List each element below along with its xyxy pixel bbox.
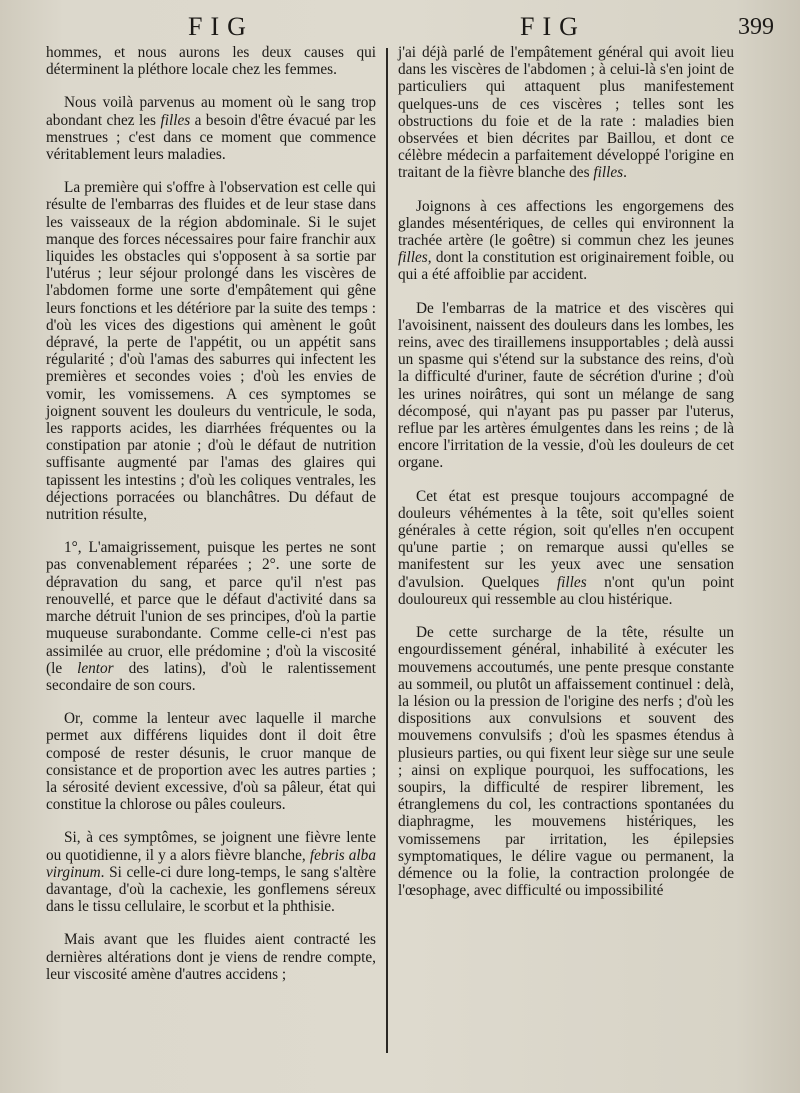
paragraph: hommes, et nous aurons les deux causes qui déterminent la pléthore locale chez les femmes. — [46, 44, 376, 79]
paragraph: Si, à ces symptômes, se joignent une fièvre lente ou quotidienne, il y a alors fièvre blanche, febris alba virginum. Si celle-ci dure long-temps, le sang s'altère davantage, d'où la cachexie, les gonflemens séreux dans le tissu cellulaire, le scorbut et la phthisie. — [46, 829, 376, 916]
paragraph: De l'embarras de la matrice et des viscères qui l'avoisinent, naissent des douleurs dans les lombes, les reins, avec des tiraillemens insupportables ; delà aussi un spasme qui s'étend sur la substance des reins, d'où la difficulté d'uriner, faute de sécrétion d'urine ; d'où les urines noirâtres, qui sont un mélange de sang décomposé, qui n'ayant pas pu passer par l'uterus, reflue par les artères émulgentes dans les reins ; de là encore l'irritation de la vessie, d'où les douleurs de cet organe. — [398, 299, 734, 472]
paragraph: Joignons à ces affections les engorgemens des glandes mésentériques, de celles qui environnent la trachée artère (le goêtre) si commun chez les jeunes filles, dont la constitution est originairement foible, ou qui a été affoiblie par accident. — [398, 197, 734, 284]
paragraph: Nous voilà parvenus au moment où le sang trop abondant chez les filles a besoin d'être évacué par les menstrues ; c'est dans ce moment que commence véritablement leurs maladies. — [46, 94, 377, 164]
left-column — [46, 44, 376, 983]
paragraph: Or, comme la lenteur avec laquelle il marche permet aux différens liquides dont il doit être composé de rester désunis, le cruor manque de consistance et de proportion avec les autres parties ; la sérosité devient excessive, d'où sa pâleur, état qui constitue la chlorose ou pâles couleurs. — [46, 710, 376, 814]
right-column — [398, 44, 734, 899]
running-head-right: FIG — [520, 12, 586, 41]
running-header — [0, 8, 800, 44]
paragraph: Mais avant que les fluides aient contracté les dernières altérations dont je viens de rendre compte, leur viscosité amène d'autres accidens ; — [46, 931, 376, 983]
page-number: 399 — [738, 14, 774, 40]
paragraph: j'ai déjà parlé de l'empâtement général qui avoit lieu dans les viscères de l'abdomen ; à celui-là s'en joint de particuliers qui attaquent plus manifestement quelques-uns de ces viscères ; telles sont les obstructions du foie et de la rate : maladies bien observées et bien décrites par Baillou, et dont ce célèbre médecin a parfaitement développé l'origine en traitant de la fièvre blanche des filles. — [398, 44, 734, 182]
column-divider — [386, 48, 388, 1053]
paragraph: Cet état est presque toujours accompagné de douleurs véhémentes à la tête, soit qu'elles soient générales à cette région, soit qu'elles n'en occupent qu'une partie ; on remarque aussi qu'elles se manifestent sur les yeux avec une sensation d'avulsion. Quelques filles n'ont qu'un point douloureux qui ressemble au clou histérique. — [398, 487, 734, 608]
paragraph: 1°, L'amaigrissement, puisque les pertes ne sont pas convenablement réparées ; 2°. une sorte de dépravation du sang, et parce qu'il n'est pas renouvellé, et parce que le défaut d'activité dans sa marche détruit l'union de ses principes, d'où la partie muqueuse surabondante. Comme celle-ci n'est pas assimilée au cruor, elle prédomine ; d'où la viscosité (le lentor des latins), d'où le ralentissement secondaire de son cours. — [46, 539, 376, 694]
paragraph: La première qui s'offre à l'observation est celle qui résulte de l'embarras des fluides et de leur stase dans les vaisseaux de la région abdominale. Si le sujet manque des forces nécessaires pour faire franchir aux liquides les obstacles qui s'opposent à sa sortie par l'utérus ; leur séjour prolongé dans les viscères de l'abdomen forme une sorte d'empâtement qui gêne leurs fonctions et les détériore par la suite des temps : d'où les vices des digestions qui amènent le goût dépravé, la perte de l'appétit, ou un appétit sans régularité ; d'où l'amas des saburres qui infectent les premières et secondes voies ; d'où les envies de vomir, les vomissemens. A ces symptomes se joignent souvent les douleurs du ventricule, le soda, les rapports acides, les diarrhées fréquentes ou la constipation par atonie ; d'où le défaut de nutrition suffisante augmenté par l'amas des glaires qui tapissent les intestins ; d'où les coliques ventrales, les déjections porracées ou blanchâtres. Du défaut de nutrition résulte, — [46, 179, 376, 524]
paragraph: De cette surcharge de la tête, résulte un engourdissement général, inhabilité à exécuter les mouvemens accoutumés, une pente presque constante au sommeil, ou plutôt un affaissement continuel : delà, la lésion ou la pression de l'origine des nerfs ; d'où les dispositions aux convulsions et souvent des mouvemens convulsifs ; d'où les spasmes étendus à plusieurs parties, ou qui fixent leur siège sur une seule ; ainsi on explique pourquoi, les suffocations, les soupirs, la difficulté de respirer librement, les étranglemens du col, les contractions spontanées du diaphragme, les mouvemens histériques, les vomissemens par irritation, les épilepsies symptomatiques, le délire vague ou permanent, la démence ou la folie, la contraction prolongée de l'œsophage, avec difficulté ou impossibilité — [398, 624, 734, 900]
running-head-left: FIG — [188, 12, 254, 41]
